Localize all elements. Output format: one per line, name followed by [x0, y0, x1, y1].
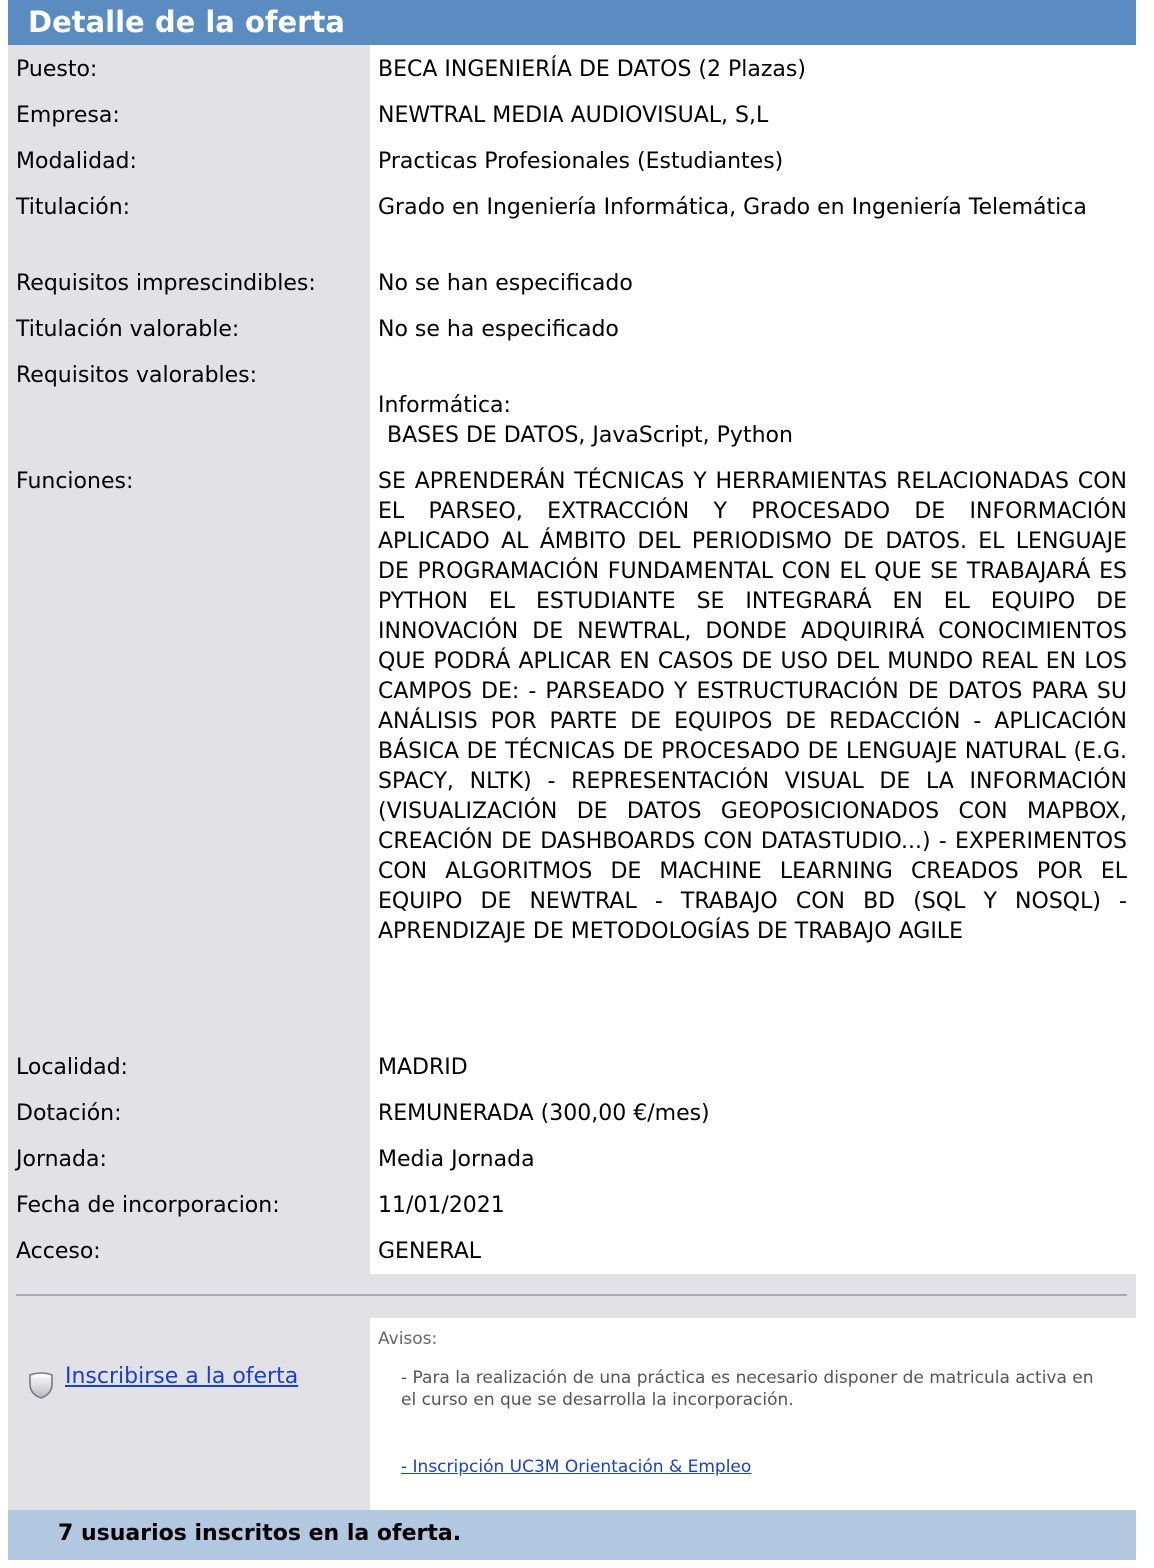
- detail-label: Fecha de incorporacion:: [16, 1193, 280, 1218]
- registered-users-count: 7 usuarios inscritos en la oferta.: [58, 1521, 462, 1546]
- detail-label: Dotación:: [16, 1101, 122, 1126]
- notices-title: Avisos:: [378, 1329, 438, 1349]
- detail-label: Jornada:: [16, 1147, 107, 1172]
- detail-value: Grado en Ingeniería Informática, Grado en Ingeniería Telemática: [378, 195, 1087, 220]
- detail-value: NEWTRAL MEDIA AUDIOVISUAL, S,L: [378, 103, 769, 128]
- detail-label: Requisitos valorables:: [16, 363, 258, 388]
- detail-value: [378, 391, 1127, 451]
- requirement-items: BASES DE DATOS, JavaScript, Python: [387, 423, 793, 448]
- detail-label: Modalidad:: [16, 149, 137, 174]
- detail-value: No se han especificado: [378, 271, 633, 296]
- page-title: Detalle de la oferta: [28, 5, 345, 39]
- title-bar: [8, 0, 1136, 45]
- detail-label: Titulación valorable:: [16, 317, 240, 342]
- detail-value: BECA INGENIERÍA DE DATOS (2 Plazas): [378, 57, 806, 82]
- detail-label: Titulación:: [16, 195, 131, 220]
- detail-value: GENERAL: [378, 1239, 482, 1264]
- detail-label: Empresa:: [16, 103, 120, 128]
- detail-label: Puesto:: [16, 57, 98, 82]
- detail-value: 11/01/2021: [378, 1193, 505, 1218]
- detail-value: No se ha especificado: [378, 317, 619, 342]
- detail-label: Localidad:: [16, 1055, 128, 1080]
- notices-panel: [370, 1318, 1136, 1510]
- offer-details-table: [8, 45, 1136, 1274]
- detail-value: Media Jornada: [378, 1147, 535, 1172]
- offer-detail-panel: [8, 0, 1136, 1560]
- footer-bar: [8, 1510, 1136, 1560]
- detail-label: Requisitos imprescindibles:: [16, 271, 316, 296]
- detail-value: MADRID: [378, 1055, 468, 1080]
- detail-value: REMUNERADA (300,00 €/mes): [378, 1101, 710, 1126]
- requirement-category: Informática:: [378, 393, 511, 418]
- subscribe-link[interactable]: Inscribirse a la oferta: [65, 1364, 299, 1389]
- detail-value: SE APRENDERÁN TÉCNICAS Y HERRAMIENTAS RELACIONADAS CON EL PARSEO, EXTRACCIÓN Y PROCESADO DE INFORMACIÓN APLICADO AL ÁMBITO DEL PERIODISMO DE DATOS. EL LENGUAJE DE PROGRAMACIÓN FUNDAMENTAL CON EL QUE SE TRABAJARÁ ES PYTHON EL ESTUDIANTE SE INTEGRARÁ EN EL EQUIPO DE INNOVACIÓN DE NEWTRAL, DONDE ADQUIRIRÁ CONOCIMIENTOS QUE PODRÁ APLICAR EN CASOS DE USO DEL MUNDO REAL EN LOS CAMPOS DE: - PARSEADO Y ESTRUCTURACIÓN DE DATOS PARA SU ANÁLISIS POR PARTE DE EQUIPOS DE REDACCIÓN - APLICACIÓN BÁSICA DE TÉCNICAS DE PROCESADO DE LENGUAJE NATURAL (E.G. SPACY, NLTK) - REPRESENTACIÓN VISUAL DE LA INFORMACIÓN (VISUALIZACIÓN DE DATOS GEOPOSICIONADOS CON MAPBOX, CREACIÓN DE DASHBOARDS CON DATASTUDIO...) - EXPERIMENTOS CON ALGORITMOS DE MACHINE LEARNING CREADOS POR EL EQUIPO DE NEWTRAL - TRABAJO CON BD (SQL Y NOSQL) - APRENDIZAJE DE METODOLOGÍAS DE TRABAJO AGILE: [378, 469, 1127, 944]
- uc3m-registration-link[interactable]: - Inscripción UC3M Orientación & Empleo: [401, 1457, 752, 1477]
- detail-label: Acceso:: [16, 1239, 101, 1264]
- notice-text: - Para la realización de una práctica es necesario disponer de matricula activa en el curso en que se desarrolla la incorporación.: [401, 1368, 1094, 1410]
- detail-value: Practicas Profesionales (Estudiantes): [378, 149, 784, 174]
- detail-label: Funciones:: [16, 469, 134, 494]
- shield-icon: [28, 1370, 54, 1400]
- actions-section: [8, 1318, 1136, 1510]
- section-divider: [16, 1294, 1127, 1296]
